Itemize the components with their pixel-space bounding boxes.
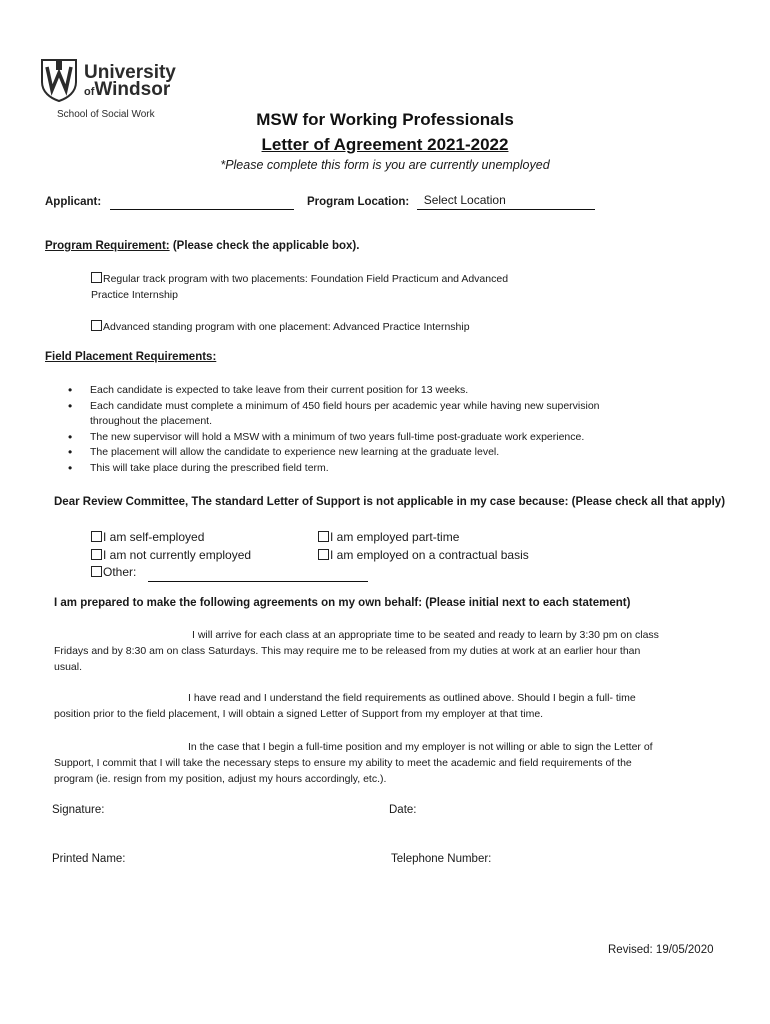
advanced-standing-option[interactable] [91,320,470,336]
applicant-row [45,192,294,210]
agreement-2 [54,690,724,722]
revised-date: Revised: 19/05/2020 [608,944,714,956]
other-label: Other: [103,565,137,579]
list-item: • The placement will allow the candidate to experience new learning at the graduate level. [65,445,665,461]
agreement-3-line-2: Support, I commit that I will take the necessary steps to ensure my ability to meet the academic and field requirements of the [54,757,632,769]
applicant-field[interactable] [110,197,294,210]
field-placement-heading: Field Placement Requirements: [45,351,217,363]
agreement-2-line-2: position prior to the field placement, I will obtain a signed Letter of Support from my employer at that time. [54,708,544,720]
regular-track-option[interactable] [91,272,508,303]
university-logo-text [84,64,176,101]
review-options-right [318,529,529,564]
contractual-option[interactable] [318,547,529,565]
part-time-option[interactable] [318,529,529,547]
agreement-1-line-2: Fridays and by 8:30 am on class Saturdays. This may require me to be released from my duties at work at an earlier hour than [54,645,641,657]
field-placement-list [65,383,665,476]
university-shield-logo-icon [40,58,78,102]
part-time-checkbox[interactable] [318,531,329,542]
program-requirement-heading [45,240,359,252]
other-checkbox[interactable] [91,566,102,577]
part-time-label: I am employed part-time [330,530,460,544]
program-location-select[interactable] [417,193,595,210]
agreement-3-line-1: In the case that I begin a full-time position and my employer is not willing or able to sign the Letter of [188,741,653,753]
agreement-2-line-1: I have read and I understand the field requirements as outlined above. Should I begin a full- time [188,692,636,704]
regular-track-label-2: Practice Internship [91,288,178,301]
logo-line1: University [84,62,176,83]
review-committee-heading: Dear Review Committee, The standard Letter of Support is not applicable in my case because: (Please check all that apply) [54,496,726,508]
form-title: MSW for Working Professionals [256,110,514,129]
logo-of: of [84,86,95,98]
list-item: • Each candidate is expected to take leave from their current position for 13 weeks. [65,383,665,399]
signature-label: Signature: [52,804,105,816]
advanced-standing-checkbox[interactable] [91,320,102,331]
form-instruction: *Please complete this form is you are currently unemployed [220,158,550,172]
program-requirement-title: Program Requirement: [45,240,170,252]
printed-name-label: Printed Name: [52,853,126,865]
school-name: School of Social Work [57,109,155,120]
self-employed-label: I am self-employed [103,530,205,544]
regular-track-checkbox[interactable] [91,272,102,283]
date-label: Date: [389,804,417,816]
logo-line2: Windsor [94,79,171,100]
program-location-value: Select Location [423,193,506,207]
agreement-3 [54,739,724,787]
contractual-checkbox[interactable] [318,549,329,560]
self-employed-checkbox[interactable] [91,531,102,542]
form-subtitle-heading [0,135,770,155]
program-location-label: Program Location: [307,196,410,208]
list-item: • Each candidate must complete a minimum of 450 field hours per academic year while having new supervision throughout the placement. [65,399,665,430]
list-item: • The new supervisor will hold a MSW with a minimum of two years full-time post-graduate work experience. [65,430,665,446]
program-location-row [307,192,595,210]
agreement-1 [54,627,724,675]
applicant-label: Applicant: [45,196,102,208]
telephone-label: Telephone Number: [391,853,492,865]
list-item: • This will take place during the prescribed field term. [65,461,665,477]
agreement-3-line-3: program (ie. resign from my position, adjust my hours accordingly, etc.). [54,773,387,785]
agreement-1-line-1: I will arrive for each class at an appropriate time to be seated and ready to learn by 3:30 pm on class [192,629,659,641]
contractual-label: I am employed on a contractual basis [330,547,529,562]
regular-track-label-1: Regular track program with two placements: Foundation Field Practicum and Advanced [103,273,509,285]
other-option[interactable] [91,564,368,582]
advanced-standing-label: Advanced standing program with one placement: Advanced Practice Internship [103,321,470,333]
other-field[interactable] [148,569,368,582]
letter-title: Letter of Agreement 2021-2022 [261,135,509,154]
agreement-1-line-3: usual. [54,661,83,673]
not-employed-label: I am not currently employed [103,547,252,562]
program-requirement-note: (Please check the applicable box). [172,240,360,252]
agreements-heading: I am prepared to make the following agreements on my own behalf: (Please initial next to each statement) [54,597,631,609]
not-employed-checkbox[interactable] [91,549,102,560]
